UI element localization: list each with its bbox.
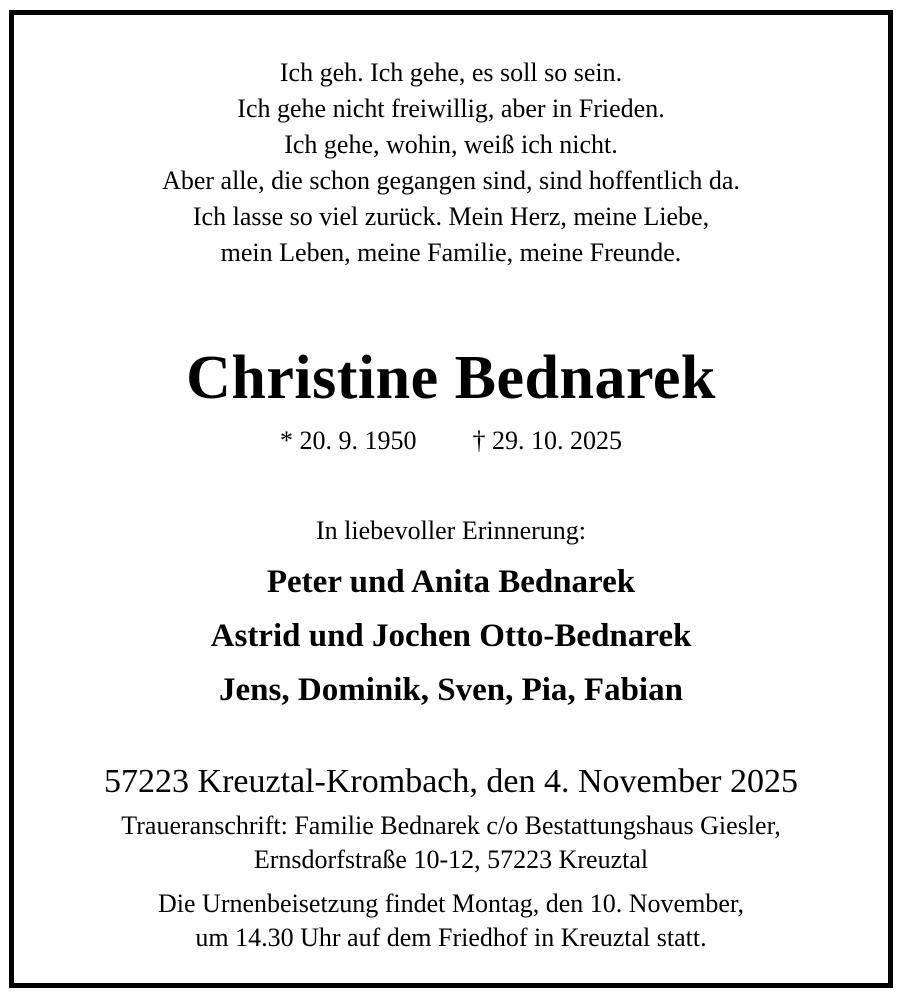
- life-dates: [14, 423, 888, 459]
- birth-date: * 20. 9. 1950: [280, 426, 417, 455]
- address-line: Traueranschrift: Familie Bednarek c/o Bestattungshaus Giesler,: [121, 811, 781, 840]
- death-date: † 29. 10. 2025: [472, 426, 622, 455]
- place-and-date: 57223 Kreuztal-Krombach, den 4. November 2025: [104, 763, 798, 800]
- poem-line: Ich lasse so viel zurück. Mein Herz, meine Liebe,: [192, 202, 710, 231]
- burial-line: Die Urnenbeisetzung findet Montag, den 10. November,: [158, 889, 744, 918]
- poem-line: Aber alle, die schon gegangen sind, sind hoffentlich da.: [162, 166, 740, 195]
- address-line: Ernsdorfstraße 10-12, 57223 Kreuztal: [253, 845, 649, 874]
- mourner-line: Peter und Anita Bednarek: [266, 564, 636, 600]
- deceased-name: Christine Bednarek: [186, 344, 716, 412]
- mourning-address: [14, 809, 888, 877]
- poem-line: mein Leben, meine Familie, meine Freunde.: [220, 238, 682, 267]
- obituary-border: [9, 10, 893, 988]
- poem-line: Ich gehe, wohin, weiß ich nicht.: [284, 130, 618, 159]
- burial-notice: [14, 887, 888, 955]
- poem: [14, 55, 888, 271]
- poem-line: Ich gehe nicht freiwillig, aber in Frieden.: [237, 94, 665, 123]
- mourner-line: Jens, Dominik, Sven, Pia, Fabian: [219, 672, 683, 708]
- poem-line: Ich geh. Ich gehe, es soll so sein.: [279, 58, 623, 87]
- memory-line: In liebevoller Erinnerung:: [315, 516, 587, 545]
- burial-line: um 14.30 Uhr auf dem Friedhof in Kreuztal statt.: [195, 923, 707, 952]
- mourner-line: Astrid und Jochen Otto-Bednarek: [210, 618, 692, 654]
- mourners-list: [14, 555, 888, 717]
